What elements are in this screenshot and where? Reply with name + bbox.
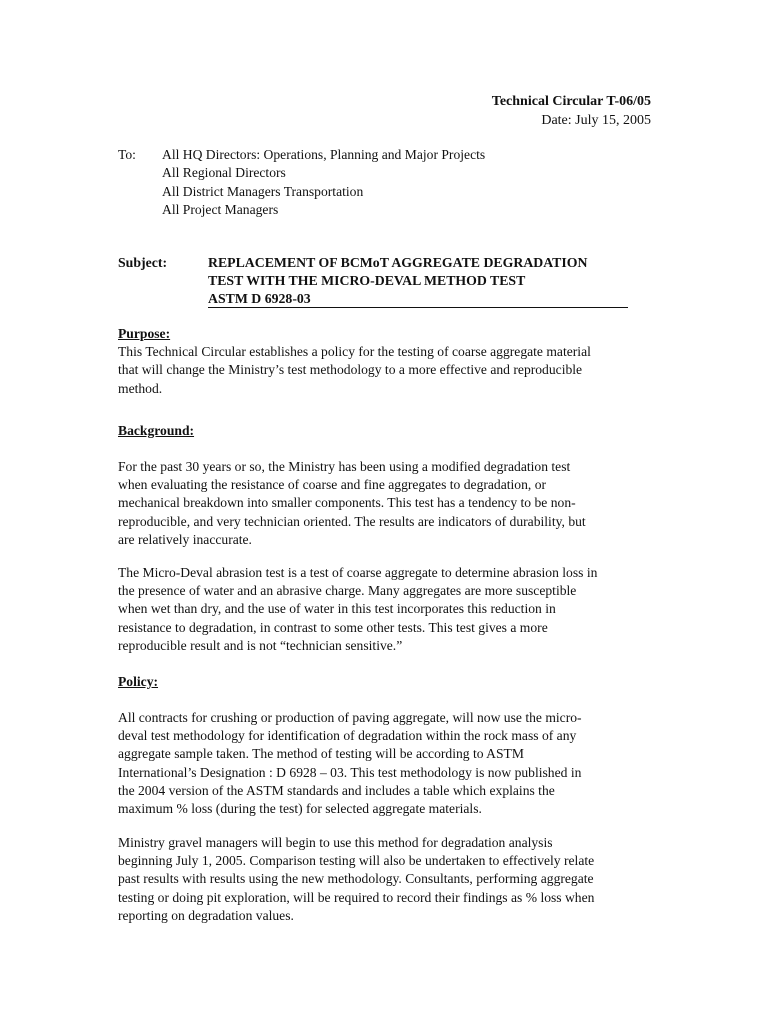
paragraph	[118, 834, 658, 925]
paragraph-line: when wet than dry, and the use of water in this test incorporates this reduction in	[118, 601, 556, 617]
recipient-item: All District Managers Transportation	[162, 183, 364, 199]
circular-header	[492, 92, 651, 130]
paragraph-line: reproducible, and very technician oriented. The results are indicators of durability, but	[118, 513, 586, 529]
paragraph	[118, 458, 658, 549]
circular-number: Technical Circular T-06/05	[491, 94, 651, 109]
paragraph	[118, 564, 658, 655]
paragraph-line: when evaluating the resistance of coarse and fine aggregates to degradation, or	[118, 477, 547, 493]
subject-line: REPLACEMENT OF BCMoT AGGREGATE DEGRADATION	[208, 255, 588, 270]
paragraph-line: method.	[118, 380, 163, 396]
subject-label: Subject:	[118, 255, 168, 270]
background-section	[118, 422, 658, 440]
subject-line: TEST WITH THE MICRO-DEVAL METHOD TEST	[208, 273, 526, 289]
policy-section	[118, 673, 658, 691]
recipient-item: All Project Managers	[162, 201, 279, 217]
policy-heading: Policy:	[118, 674, 159, 689]
paragraph-line: resistance to degradation, in contrast to some other tests. This test gives a more	[118, 619, 548, 635]
paragraph-line: that will change the Ministry’s test methodology to a more effective and reproducible	[118, 362, 583, 378]
paragraph-line: International’s Designation : D 6928 – 03. This test methodology is now published in	[118, 764, 582, 780]
circular-date: Date: July 15, 2005	[541, 113, 651, 128]
paragraph-line: reproducible result and is not “technician sensitive.”	[118, 637, 403, 653]
recipient-item: All HQ Directors: Operations, Planning and Major Projects	[162, 147, 486, 162]
paragraph-line: mechanical breakdown into smaller components. This test has a tendency to be non-	[118, 495, 576, 511]
recipient-list	[162, 146, 485, 219]
paragraph-line: beginning July 1, 2005. Comparison testing will also be undertaken to effectively relate	[118, 853, 595, 869]
background-paragraph-2	[118, 564, 658, 655]
purpose-paragraph	[118, 343, 658, 398]
to-label: To:	[118, 147, 136, 162]
paragraph	[118, 709, 658, 818]
policy-paragraph-2	[118, 834, 658, 925]
paragraph-line: past results with results using the new methodology. Consultants, performing aggregate	[118, 871, 594, 887]
paragraph-line: reporting on degradation values.	[118, 907, 294, 923]
background-paragraph-1	[118, 458, 658, 549]
paragraph-line: the 2004 version of the ASTM standards and includes a table which explains the	[118, 782, 555, 798]
purpose-section	[118, 325, 658, 398]
paragraph-line: the presence of water and an abrasive charge. Many aggregates are more susceptible	[118, 583, 577, 599]
paragraph-line: maximum % loss (during the test) for selected aggregate materials.	[118, 801, 482, 817]
subject-text	[208, 254, 628, 309]
recipient-item: All Regional Directors	[162, 165, 286, 181]
policy-paragraph-1	[118, 709, 658, 818]
paragraph-line: For the past 30 years or so, the Ministry has been using a modified degradation test	[118, 459, 571, 474]
paragraph-line: testing or doing pit exploration, will be required to record their findings as % loss when	[118, 889, 595, 905]
paragraph-line: All contracts for crushing or production of paving aggregate, will now use the micro-	[118, 710, 582, 725]
paragraph-line: aggregate sample taken. The method of testing will be according to ASTM	[118, 746, 524, 762]
paragraph-line: are relatively inaccurate.	[118, 531, 252, 547]
paragraph-line: deval test methodology for identification of degradation within the rock mass of any	[118, 728, 577, 744]
paragraph-line: The Micro-Deval abrasion test is a test of coarse aggregate to determine abrasion loss in	[118, 565, 598, 580]
paragraph-line: Ministry gravel managers will begin to use this method for degradation analysis	[118, 835, 553, 850]
subject-line-underlined: ASTM D 6928-03	[208, 291, 628, 308]
purpose-heading: Purpose:	[118, 326, 171, 341]
background-heading: Background:	[118, 423, 195, 438]
paragraph-line: This Technical Circular establishes a policy for the testing of coarse aggregate material	[118, 344, 591, 360]
